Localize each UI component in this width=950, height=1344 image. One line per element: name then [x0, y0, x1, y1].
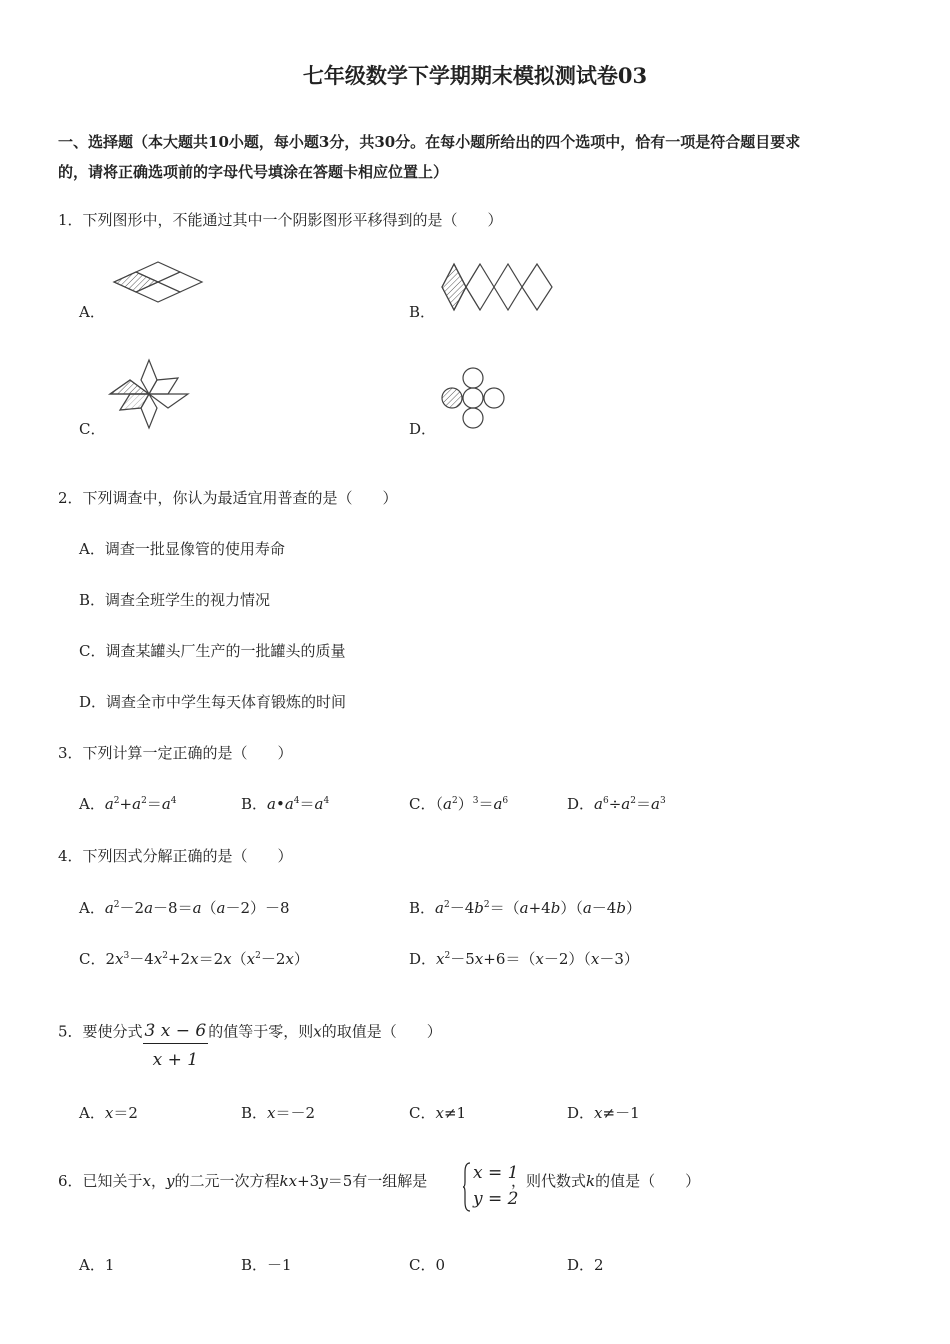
q5-stem-var: x — [313, 1022, 322, 1041]
q5-label-d: D． — [567, 1104, 595, 1122]
q2-option-d: D．调查全市中学生每天体育锻炼的时间 — [79, 693, 347, 711]
q3-option-c: C．$(a^2)^3=a^6$ — [409, 795, 509, 813]
question-3-stem: 3．下列计算一定正确的是（ ） — [58, 744, 293, 762]
q1-label-a: A． — [79, 303, 105, 321]
q4-option-b: B．$a^2-4b^2=(a+4b)(a-4b)$ — [409, 899, 641, 917]
q2-option-a: A．调查一批显像管的使用寿命 — [79, 540, 285, 558]
question-6-stem: 6．已知关于x，y的二元一次方程kx+3y＝5有一组解是 — [58, 1172, 428, 1190]
q5-option-a: A．x＝2 — [79, 1104, 138, 1122]
q3-option-d: D．$a^6\div a^2=a^3$ — [567, 795, 666, 813]
q5-option-d: D．x≠－1 — [567, 1104, 640, 1122]
q6-option-b: B．－1 — [241, 1256, 292, 1274]
six-rhombus-star-icon — [108, 358, 190, 430]
page-title: 七年级数学下学期期末模拟测试卷03 — [302, 63, 648, 88]
section-heading — [58, 127, 800, 187]
q6-stem-end: 的值是（ ） — [595, 1172, 701, 1190]
q6-system-eq1: x = 1 — [473, 1163, 519, 1183]
question-4-stem: 4．下列因式分解正确的是（ ） — [58, 847, 293, 865]
question-5-stem — [58, 1008, 442, 1070]
rhombus-tiling-icon — [112, 260, 204, 304]
q6-option-c: C．0 — [409, 1256, 446, 1274]
four-circles-icon — [440, 366, 508, 430]
q6-stem-has: 有一组解是 — [352, 1172, 428, 1190]
q5-option-c: C．x≠1 — [409, 1104, 467, 1122]
question-2-stem: 2．下列调查中，你认为最适宜用普查的是（ ） — [58, 489, 398, 507]
q3-label-c: C． — [409, 795, 436, 813]
q3-option-b: B．$a•a^4=a^4$ — [241, 795, 330, 813]
q5-stem-end: 的取值是（ ） — [321, 1022, 442, 1041]
q5-stem-pre: 5．要使分式 — [58, 1022, 143, 1041]
q1-label-b: B． — [409, 303, 436, 321]
q3-option-a: A．$a^2+a^2=a^4$ — [79, 795, 177, 813]
q3-label-d: D． — [567, 795, 595, 813]
q5-fraction — [143, 1021, 209, 1070]
section-heading-line2: 的，请将正确选项前的字母代号填涂在答题卡相应位置上） — [58, 163, 449, 181]
q3-label-a: A． — [79, 795, 105, 813]
q1-label-d: D． — [409, 420, 437, 438]
question-6-stem-tail: ，则代数式k的值是（ ） — [511, 1172, 701, 1190]
section-heading-line1: 一、选择题（本大题共10小题，每小题3分，共30分。在每小题所给出的四个选项中，恰有一项是符合题目要求 — [58, 133, 801, 151]
q6-option-a: A．1 — [79, 1256, 115, 1274]
q5-label-c: C． — [409, 1104, 436, 1122]
q2-option-b: B．调查全班学生的视力情况 — [79, 591, 271, 609]
q5-label-b: B． — [241, 1104, 268, 1122]
q4-option-a: A．$a^2-2a-8=a(a-2)-8$ — [79, 899, 290, 917]
q4-label-c: C． — [79, 950, 106, 968]
brace-icon — [463, 1162, 471, 1212]
q5-fraction-denominator: x + 1 — [152, 1050, 199, 1070]
q5-option-b: B．x＝－2 — [241, 1104, 316, 1122]
q4-label-d: D． — [409, 950, 437, 968]
q4-option-d: D．$x^2-5x+6=(x-2)(x-3)$ — [409, 950, 639, 968]
q5-fraction-numerator: 3 x − 6 — [143, 1021, 209, 1044]
question-1-stem: 1．下列图形中，不能通过其中一个阴影图形平移得到的是（ ） — [58, 211, 503, 229]
q3-label-b: B． — [241, 795, 268, 813]
q5-label-a: A． — [79, 1104, 105, 1122]
q6-stem-pre: 6．已知关于 — [58, 1172, 143, 1190]
q4-option-c: C．$2x^3-4x^2+2x=2x(x^2-2x)$ — [79, 950, 309, 968]
q4-label-a: A． — [79, 899, 105, 917]
q6-stem-post: ，则代数式 — [511, 1172, 587, 1190]
q6-stem-mid: 的二元一次方程 — [174, 1172, 280, 1190]
zigzag-rhombus-chain-icon — [440, 262, 554, 312]
q6-system-eq2: y = 2 — [473, 1189, 519, 1209]
q4-label-b: B． — [409, 899, 436, 917]
q2-option-c: C．调查某罐头厂生产的一批罐头的质量 — [79, 642, 346, 660]
q1-label-c: C． — [79, 420, 106, 438]
q5-stem-post: 的值等于零，则 — [208, 1022, 314, 1041]
q6-option-d: D．2 — [567, 1256, 604, 1274]
